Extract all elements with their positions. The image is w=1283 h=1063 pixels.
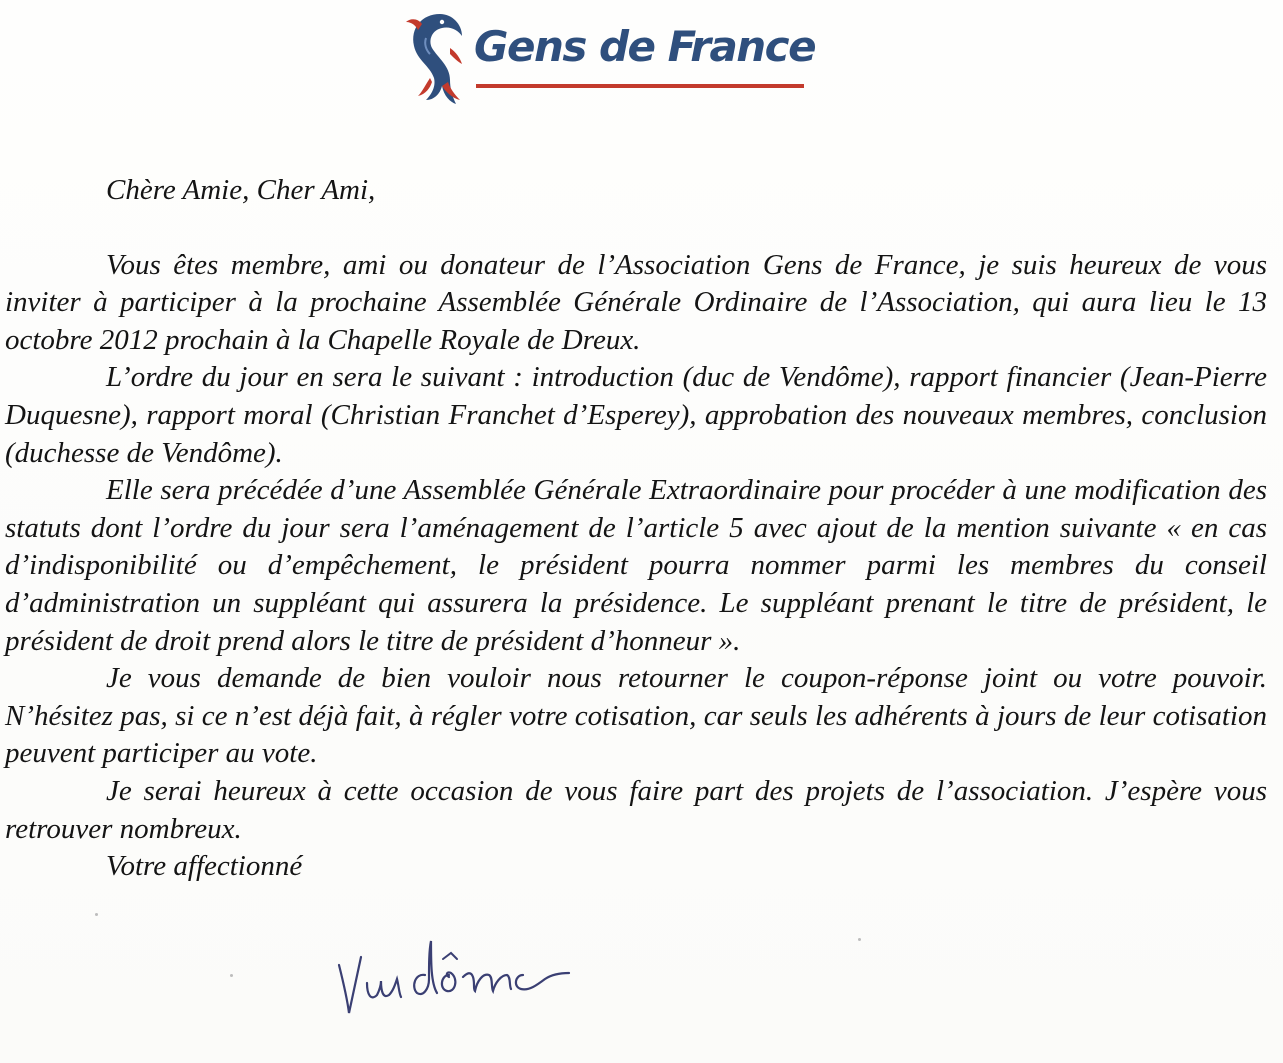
handwritten-signature xyxy=(333,935,573,1025)
closing: Votre affectionné xyxy=(106,850,303,883)
paper-speck xyxy=(95,913,98,916)
salutation: Chère Amie, Cher Ami, xyxy=(106,174,376,206)
paragraph-reply-coupon: Je vous demande de bien vouloir nous retourner le coupon-réponse joint ou votre pouvoir. N’hésitez pas, si ce n’est déjà fait, à régler votre cotisation, car seuls les adhérents à jours de leur cotisation peuvent participer au vote. xyxy=(5,662,1267,770)
paragraph-extraordinary-assembly: Elle sera précédée d’une Assemblée Générale Extraordinaire pour procéder à une modification des statuts dont l’ordre du jour sera l’aménagement de l’article 5 avec ajout de la mention suivante « en cas d’indisponibilité ou d’empêchement, le président pourra nommer parmi les membres du conseil d’administration un suppléant qui assurera la présidence. Le suppléant prenant le titre de président, le président de droit prend alors le titre de président d’honneur ». xyxy=(5,474,1267,657)
paragraph-projects: Je serai heureux à cette occasion de vous faire part des projets de l’association. J’espère vous retrouver nombreux. xyxy=(5,774,1267,845)
logo-underline xyxy=(476,84,804,88)
letter-body xyxy=(5,172,1267,886)
gens-de-france-logo xyxy=(400,8,820,108)
paper-speck xyxy=(858,938,861,941)
logo-wordmark: Gens de France xyxy=(474,22,816,71)
paragraph-agenda: L’ordre du jour en sera le suivant : introduction (duc de Vendôme), rapport financier (Jean-Pierre Duquesne), rapport moral (Christian Franchet d’Esperey), approbation des nouveaux membres, conclusion (duchesse de Vendôme). xyxy=(5,361,1267,469)
paper-speck xyxy=(230,974,233,977)
dolphin-emblem-icon xyxy=(400,8,468,108)
paragraph-invitation: Vous êtes membre, ami ou donateur de l’Association Gens de France, je suis heureux de vous inviter à participer à la prochaine Assemblée Générale Ordinaire de l’Association, qui aura lieu le 13 octobre 2012 prochain à la Chapelle Royale de Dreux. xyxy=(5,248,1267,356)
